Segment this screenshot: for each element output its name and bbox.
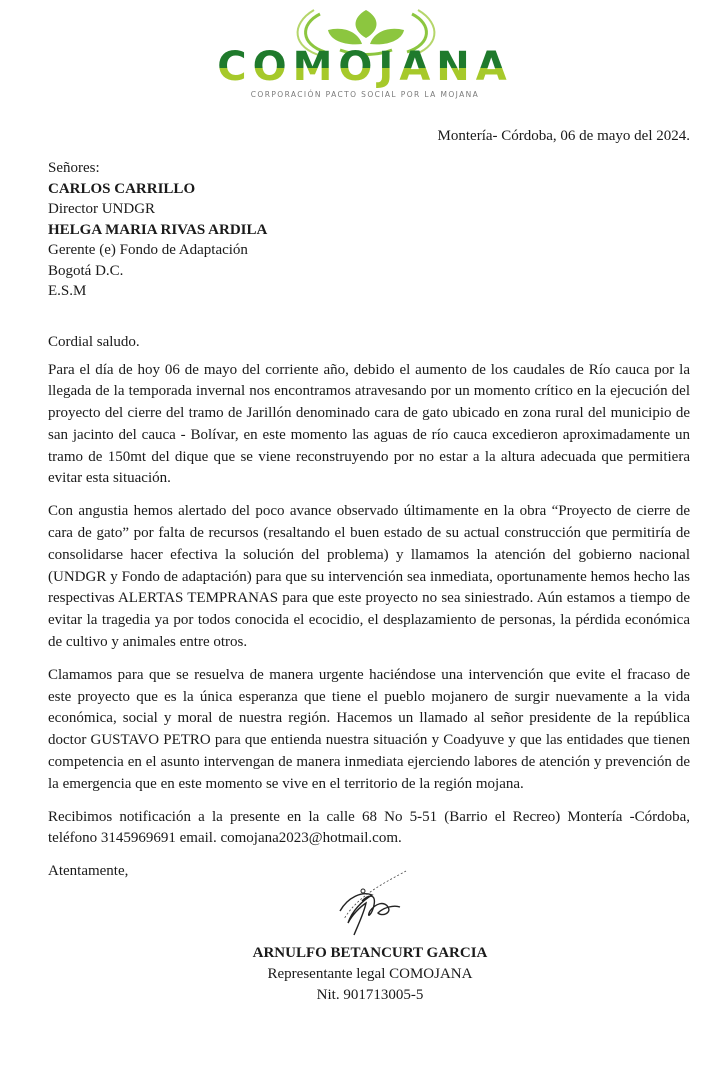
handwritten-signature [318, 869, 428, 941]
body-paragraph: Recibimos notificación a la presente en la calle 68 No 5-51 (Barrio el Recreo) Montería -Córdoba, teléfono 3145969691 email. comojana2023@hotmail.com. [48, 808, 690, 847]
signer-nit: Nit. 901713005-5 [316, 987, 424, 1004]
recipients-block [48, 158, 720, 302]
organization-name: COMOJANA [135, 46, 595, 88]
recipient-2-name: HELGA MARIA RIVAS ARDILA [48, 221, 268, 238]
recipient-1-title: Director UNDGR [48, 201, 156, 217]
body-paragraph: Con angustia hemos alertado del poco avance observado últimamente en la obra “Proyecto de cierre de cara de gato” por falta de recursos (resaltando el buen estado de su actual construcción que permitiría de consolidarse hacer efectiva la solución del problema) y llamamos la atención del gobierno nacional (UNDGR y Fondo de adaptación) para que su intervención sea inmediata, oportunamente hemos hecho las respectivas ALERTAS TEMPRANAS para que este proyecto no sea siniestrado. Aún estamos a tiempo de evitar la tragedia ya por todos conocida el ecocidio, el desplazamiento de personas, la pérdida económica de cultivo y animales entre otros. [48, 503, 690, 651]
signer-name: ARNULFO BETANCURT GARCIA [252, 945, 488, 962]
recipient-city: Bogotá D.C. [48, 262, 124, 279]
recipient-2-title: Gerente (e) Fondo de Adaptación [48, 242, 248, 258]
letter-body [48, 360, 690, 851]
body-paragraph: Para el día de hoy 06 de mayo del corriente año, debido el aumento de los caudales de Río cauca por la llegada de la temporada invernal nos encontramos atravesando por un momento crítico en la ejecución del proyecto del cierre del tramo de Jarillón denominado cara de gato ubicado en zona rural del municipio de san jacinto del cauca - Bolívar, en este momento las aguas de río cauca excedieron aproximadamente un tramo de 150mt del dique que se viene reconstruyendo por no estar a la altura adecuada que permitiera evitar esta situación. [48, 361, 690, 487]
body-paragraph: Clamamos para que se resuelva de manera urgente haciéndose una intervención que evite el fracaso de este proyecto que es la única esperanza que tiene el pueblo mojanero de surgir nuevamente a la vida económica, social y moral de nuestra región. Hacemos un llamado al señor presidente de la república doctor GUSTAVO PETRO para que entienda nuestra situación y Coadyuve y que las entidades que tienen competencia en el asunto intervengan de manera inmediata ejerciendo labores de atención y prevención de la emergencia que en este momento se vive en el territorio de la región mojana. [48, 666, 690, 792]
signer-block [0, 943, 720, 1030]
date-line: Montería- Córdoba, 06 de mayo del 2024. [437, 128, 690, 144]
recipient-abbreviation: E.S.M [48, 283, 87, 299]
salutation: Cordial saludo. [48, 333, 140, 350]
recipients-greeting: Señores: [48, 160, 100, 176]
recipient-1-name: CARLOS CARRILLO [48, 180, 196, 197]
organization-subtitle: CORPORACIÓN PACTO SOCIAL POR LA MOJANA [250, 90, 480, 99]
letterhead-logo [130, 0, 600, 108]
signer-role: Representante legal COMOJANA [267, 966, 473, 983]
closing: Atentamente, [48, 863, 129, 880]
